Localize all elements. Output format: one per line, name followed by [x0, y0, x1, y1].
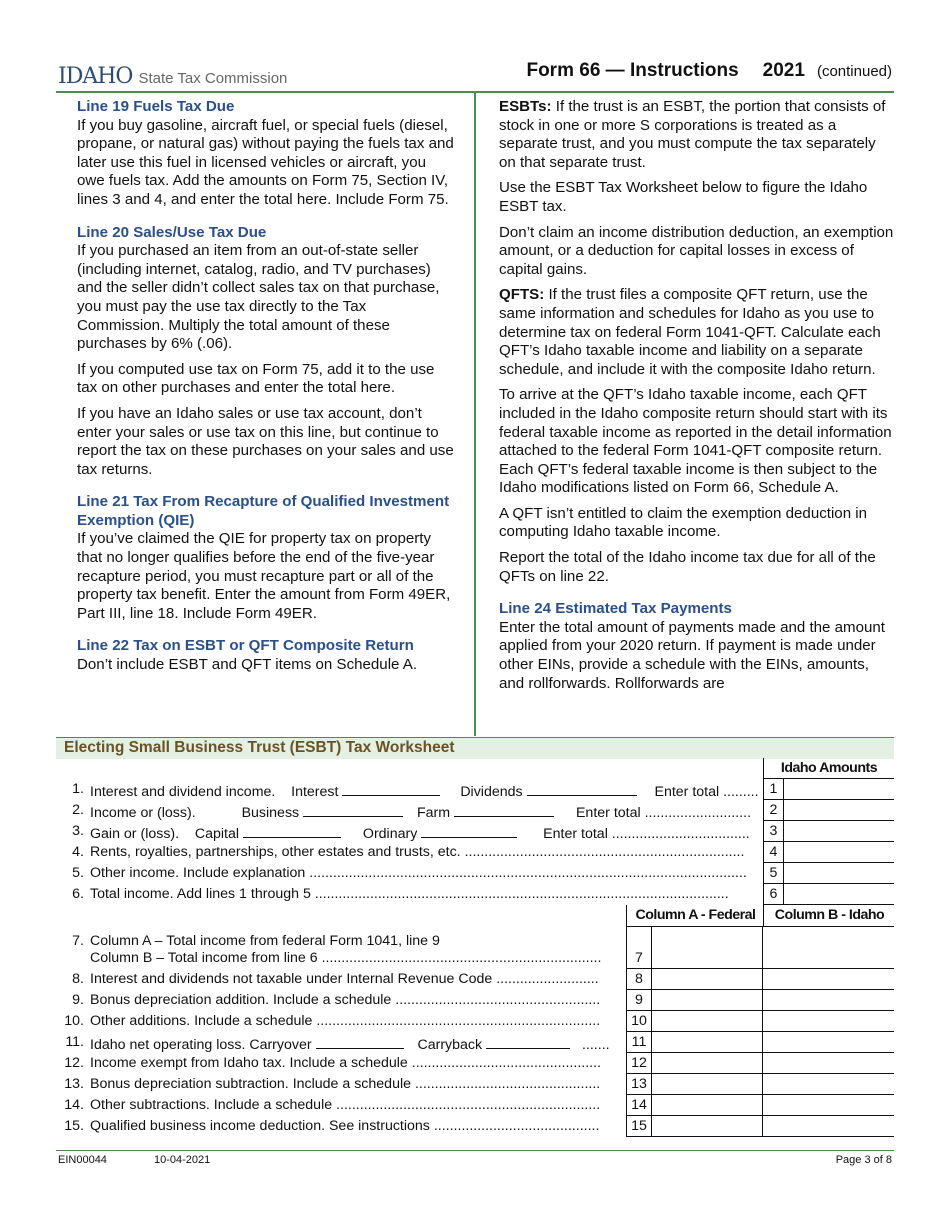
paragraph: Don’t claim an income distribution deduction, an exemption amount, or a deduction for capital losses in excess of capital gains. — [499, 223, 894, 278]
esbt-paragraph — [499, 98, 895, 172]
line-number: 3. — [72, 823, 84, 839]
box-label: 7 — [635, 950, 643, 966]
line-box-number — [763, 863, 784, 884]
line-label: Income or (loss). — [90, 805, 196, 821]
paragraph: Report the total of the Idaho income tax due for all of the QFTs on line 22. — [499, 549, 876, 585]
line-11-federal-field[interactable] — [652, 1032, 762, 1052]
worksheet-line-12 — [56, 1053, 626, 1074]
idaho-amounts-header-cell — [763, 758, 894, 779]
section-text: If you purchased an item from an out-of-state seller (including internet, catalog, radio, and TV purchases) and the seller didn’t collect sales tax on that purchase, you must pay the use tax directly to the Tax Commission. Multiply the total amount of these purchases by 6% (.06). — [77, 242, 440, 353]
column-a-header: Column A - Federal — [635, 907, 756, 923]
line-number: 11. — [65, 1034, 84, 1050]
box-label: 11 — [631, 1034, 647, 1050]
interest-blank[interactable] — [342, 781, 440, 796]
section-text: Enter the total amount of payments made and the amount applied from your 2020 return. If payment is made under other EINs, provide a schedule with the EINs, amounts, and rollforwards. Rollforwards are — [499, 618, 885, 692]
box-label: 10 — [631, 1013, 647, 1029]
section-heading: Line 22 Tax on ESBT or QFT Composite Return — [77, 637, 414, 655]
worksheet-line-9 — [56, 990, 626, 1011]
qft-text: If the trust files a composite QFT return, use the same information and schedules for Idaho as you use to determine tax on federal Form 1041-QFT. Calculate each QFT’s Idaho taxable income and liability on a separate schedule, and include it with the composite Idaho return. — [499, 286, 881, 378]
capital-blank[interactable] — [243, 823, 341, 838]
business-blank[interactable] — [303, 802, 403, 817]
form-year: 2021 — [762, 60, 805, 81]
box-label: 4 — [769, 844, 778, 860]
farm-blank[interactable] — [454, 802, 554, 817]
line-label-b: Column B – Total income from line 6 ....................................................................... — [90, 950, 602, 966]
line-label: Interest and dividend income. — [90, 784, 276, 800]
box-label: 5 — [769, 865, 778, 881]
dividends-label: Dividends — [460, 784, 523, 800]
line-12-federal-field[interactable] — [652, 1053, 762, 1073]
line-number: 5. — [72, 865, 84, 881]
box-label: 3 — [769, 823, 778, 839]
page-number: Page 3 of 8 — [835, 1154, 892, 1166]
logo-text: State Tax Commission — [138, 70, 288, 87]
section-line-22 — [77, 637, 457, 674]
line-1-amount-field[interactable] — [783, 779, 894, 800]
form-title — [526, 60, 892, 82]
form-code: EIN00044 — [58, 1154, 107, 1166]
line-label: Other subtractions. Include a schedule ................................................................... — [90, 1097, 601, 1113]
line-label: Other additions. Include a schedule ........................................................................ — [90, 1013, 601, 1029]
line-box-number — [763, 884, 784, 905]
line-label: Bonus depreciation subtraction. Include a schedule ............................................... — [90, 1076, 601, 1092]
form-name: Form 66 — Instructions — [526, 60, 739, 81]
line-label: Gain or (loss). — [90, 826, 180, 842]
carryback-label: Carryback — [417, 1037, 483, 1053]
worksheet-line-7 — [56, 930, 626, 966]
line-label: Total income. Add lines 1 through 5 ......................................................................................................... — [90, 886, 729, 902]
line-14-idaho-field[interactable] — [763, 1095, 894, 1115]
line-13-federal-field[interactable] — [652, 1074, 762, 1094]
esbt-label: ESBTs: — [499, 98, 552, 115]
worksheet-line-14 — [56, 1095, 626, 1116]
line-text — [90, 823, 750, 842]
line-10-idaho-field[interactable] — [763, 1011, 894, 1031]
line-label: Other income. Include explanation ............................................................................................................... — [90, 865, 747, 881]
box-label: 14 — [631, 1097, 647, 1113]
paragraph: Use the ESBT Tax Worksheet below to figure the Idaho ESBT tax. — [499, 179, 868, 215]
line-label: Rents, royalties, partnerships, other estates and trusts, etc. ....................................................................... — [90, 844, 745, 860]
section-text: If you buy gasoline, aircraft fuel, or special fuels (diesel, propane, or natural gas) without paying the fuels tax and later use this fuel in licensed vehicles or aircraft, you owe fuels tax. Add the amounts on Form 75, Section IV, lines 3 and 4, and enter the total here. Include Form 75. — [77, 116, 454, 208]
line-5-amount-field[interactable] — [783, 863, 894, 884]
paragraph: To arrive at the QFT’s Idaho taxable income, each QFT included in the Idaho composite return should start with its federal taxable income as reported in the detail information attached to the federal Form 1041-QFT composite return. Each QFT’s federal taxable income is then subject to the Idaho modifications listed on Form 66, Schedule A. — [499, 386, 892, 497]
box-label: 1 — [769, 781, 778, 797]
worksheet-title: Electing Small Business Trust (ESBT) Tax Worksheet — [64, 739, 455, 756]
idaho-logo — [58, 64, 287, 89]
section-heading: Line 24 Estimated Tax Payments — [499, 600, 732, 618]
line-2-amount-field[interactable] — [783, 800, 894, 821]
line-label: Income exempt from Idaho tax. Include a schedule ................................................ — [90, 1055, 601, 1071]
column-b-header: Column B - Idaho — [774, 907, 885, 923]
line-9-federal-field[interactable] — [652, 990, 762, 1010]
line-number: 6. — [72, 886, 84, 902]
line-label: Interest and dividends not taxable under Internal Revenue Code .......................... — [90, 971, 599, 987]
section-heading: Line 20 Sales/Use Tax Due — [77, 223, 267, 241]
line-label: Idaho net operating loss. Carryover — [90, 1037, 312, 1053]
line-8-federal-field[interactable] — [652, 969, 762, 989]
line-4-amount-field[interactable] — [783, 842, 894, 863]
revision-date: 10-04-2021 — [154, 1154, 211, 1166]
esbt-worksheet — [56, 758, 894, 1138]
line-label-a: Column A – Total income from federal Form 1041, line 9 — [90, 933, 440, 949]
continued-label: (continued) — [816, 63, 892, 80]
worksheet-line-10 — [56, 1011, 626, 1032]
line-15-idaho-field[interactable] — [763, 1116, 894, 1136]
box-label: 2 — [769, 802, 778, 818]
line-text — [90, 781, 759, 800]
line-12-idaho-field[interactable] — [763, 1053, 894, 1073]
section-text: If you have an Idaho sales or use tax account, don’t enter your sales or use tax on this line, but continue to report the tax on these purchases on your sales and use tax returns. — [77, 404, 454, 478]
ordinary-label: Ordinary — [362, 826, 418, 842]
column-divider — [474, 92, 476, 736]
line-box-number — [763, 842, 784, 863]
right-column — [499, 98, 895, 700]
line-text — [90, 1034, 620, 1053]
line-10-federal-field[interactable] — [652, 1011, 762, 1031]
line-text — [90, 802, 751, 821]
idaho-amounts-header: Idaho Amounts — [780, 760, 878, 776]
business-label: Business — [241, 805, 300, 821]
line-number: 12. — [64, 1055, 84, 1071]
section-text: If you computed use tax on Form 75, add it to the use tax on other purchases and enter the total here. — [77, 360, 435, 397]
line-label: Bonus depreciation addition. Include a schedule .................................................... — [90, 992, 601, 1008]
capital-label: Capital — [194, 826, 240, 842]
section-line-20 — [77, 224, 457, 480]
logo-mark: IDAHO — [58, 64, 133, 89]
worksheet-line-15 — [56, 1116, 626, 1137]
carryover-blank[interactable] — [316, 1034, 404, 1049]
worksheet-line-8 — [56, 969, 626, 990]
enter-total-label: Enter total ........................... — [575, 805, 752, 821]
box-label: 13 — [631, 1076, 647, 1092]
farm-label: Farm — [417, 805, 451, 821]
line-box-number — [763, 821, 784, 842]
left-column — [77, 98, 457, 689]
footer-divider — [56, 1150, 894, 1151]
line-box-number — [763, 779, 784, 800]
line-13-idaho-field[interactable] — [763, 1074, 894, 1094]
paragraph: A QFT isn’t entitled to claim the exemption deduction in computing Idaho taxable income. — [499, 504, 868, 541]
line-number: 15. — [64, 1118, 84, 1134]
box-label: 6 — [769, 886, 778, 902]
line-11-idaho-field[interactable] — [763, 1032, 894, 1052]
dividends-blank[interactable] — [527, 781, 637, 796]
page-header — [58, 58, 892, 92]
enter-total-label: Enter total ................................... — [543, 826, 750, 842]
worksheet-line-11 — [56, 1032, 626, 1053]
line-label: Qualified business income deduction. See instructions .......................................... — [90, 1118, 600, 1134]
line-15-federal-field[interactable] — [652, 1116, 762, 1136]
line-box-number — [763, 800, 784, 821]
line-8-idaho-field[interactable] — [763, 969, 894, 989]
column-headers — [626, 905, 894, 927]
line-number: 10. — [64, 1013, 84, 1029]
line-number: 2. — [72, 802, 84, 818]
ordinary-blank[interactable] — [421, 823, 517, 838]
interest-label: Interest — [291, 784, 339, 800]
line-9-idaho-field[interactable] — [763, 990, 894, 1010]
worksheet-title-bar — [56, 737, 894, 759]
line-number: 1. — [72, 781, 84, 797]
line-3-amount-field[interactable] — [783, 821, 894, 842]
section-line-21 — [77, 493, 457, 623]
esbt-text: If the trust is an ESBT, the portion that consists of stock in one or more S corporations is treated as a separate trust, and you must compute the tax separately on that separate trust. — [499, 98, 886, 171]
line-number: 13. — [64, 1076, 84, 1092]
line-7-federal-field[interactable] — [652, 927, 762, 968]
section-text: Don’t include ESBT and QFT items on Schedule A. — [77, 656, 418, 674]
section-heading: Line 19 Fuels Tax Due — [77, 98, 235, 115]
qft-paragraph — [499, 286, 895, 379]
section-text: If you’ve claimed the QIE for property tax on property that no longer qualifies before the end of the five-year recapture period, you must recapture part or all of the property tax benefit. Enter the amount from Form 49ER, Part III, line 18. Include Form 49ER. — [77, 530, 451, 622]
box-label: 8 — [635, 971, 643, 987]
line-number: 4. — [72, 844, 84, 860]
line-14-federal-field[interactable] — [652, 1095, 762, 1115]
section-line-19 — [77, 98, 457, 210]
dots: ....... — [581, 1037, 610, 1053]
box-label: 15 — [631, 1118, 647, 1134]
qft-label: QFTS: — [499, 286, 545, 304]
enter-total-label: Enter total ......... — [654, 784, 759, 800]
line-number: 7. — [72, 933, 84, 949]
box-label: 9 — [635, 992, 643, 1008]
carryback-blank[interactable] — [486, 1034, 570, 1049]
section-heading: Line 21 Tax From Recapture of Qualified Investment Exemption (QIE) — [77, 493, 450, 529]
line-number: 8. — [72, 971, 84, 987]
worksheet-line-13 — [56, 1074, 626, 1095]
line-7-idaho-field[interactable] — [763, 927, 894, 968]
line-number: 9. — [72, 992, 84, 1008]
box-label: 12 — [631, 1055, 647, 1071]
line-number: 14. — [64, 1097, 84, 1113]
line-6-amount-field[interactable] — [783, 884, 894, 905]
